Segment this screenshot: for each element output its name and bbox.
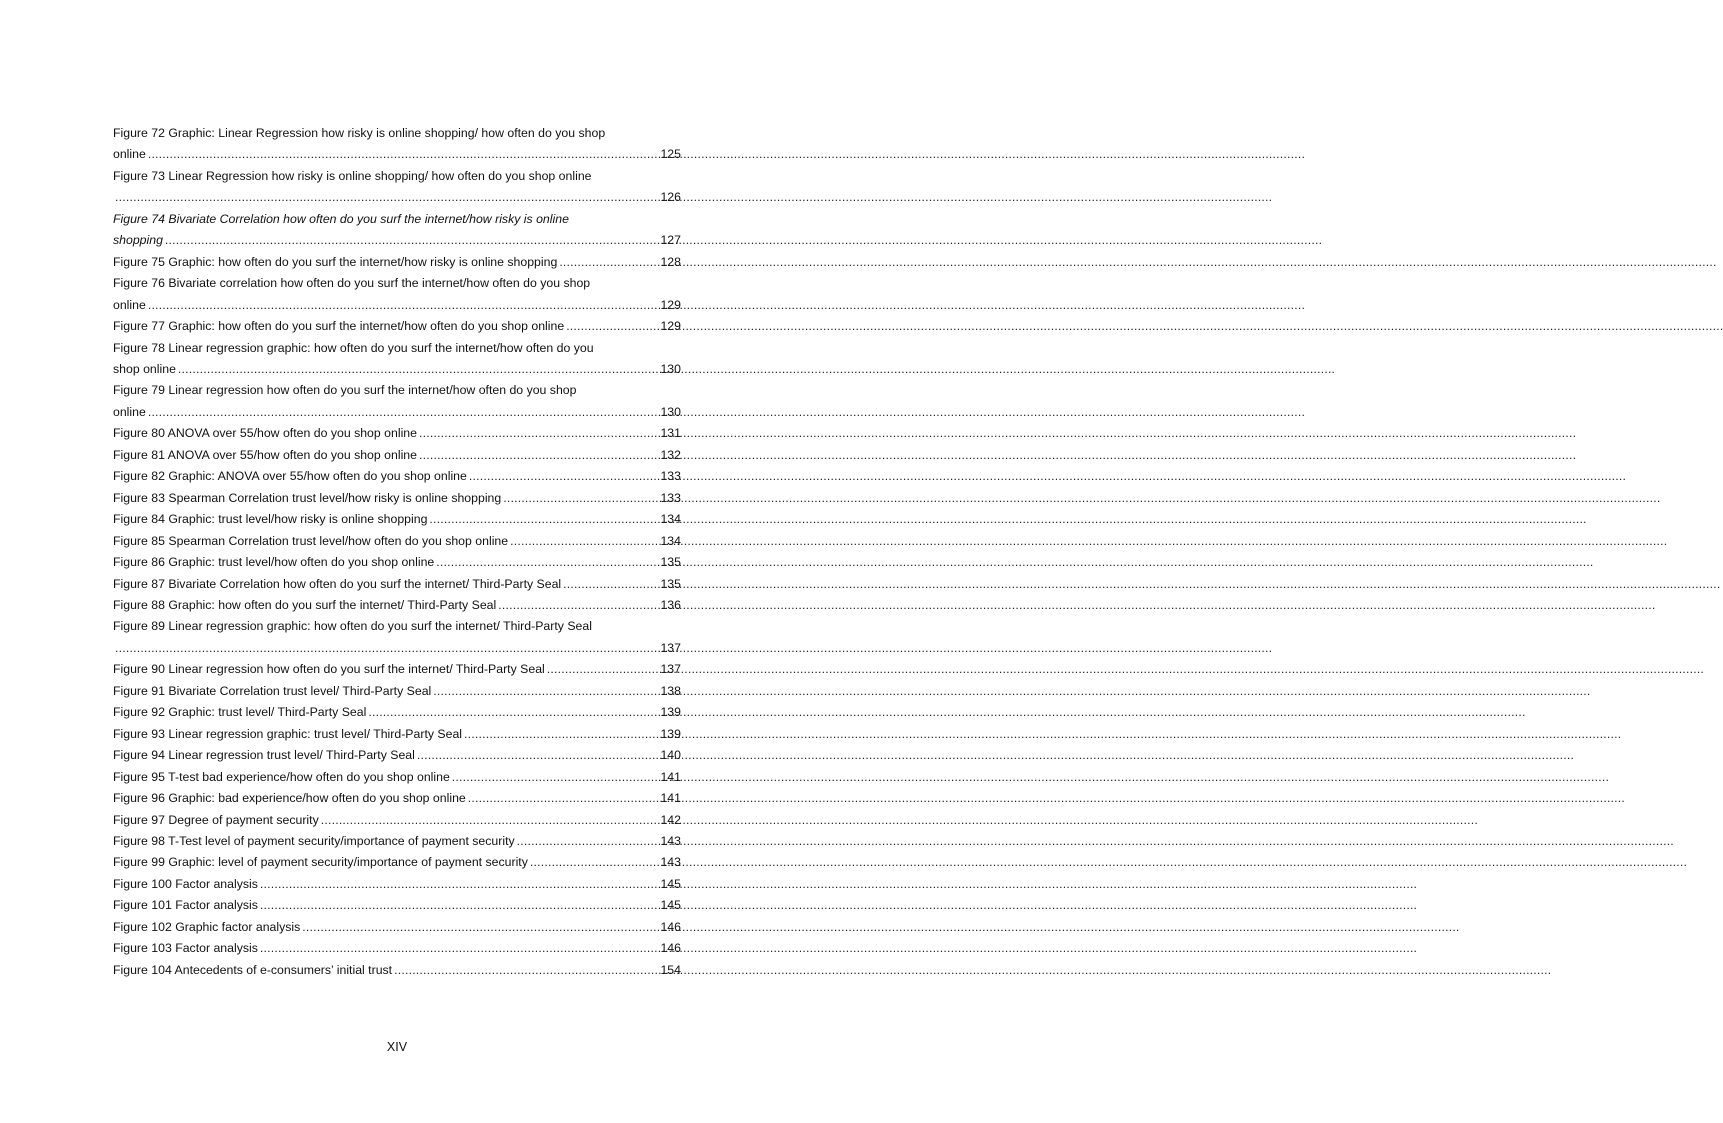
toc-entry[interactable] (113, 810, 681, 831)
dot-leader (419, 423, 658, 444)
toc-entry-page: 146 (660, 919, 681, 934)
toc-entry-line (113, 595, 681, 616)
toc-entry-line (113, 488, 681, 509)
toc-entry-page: 129 (660, 319, 681, 334)
toc-entry-page: 145 (660, 898, 681, 913)
toc-entry-title: Figure 79 Linear regression how often do you surf the internet/how often do you shop (113, 383, 577, 398)
toc-entry[interactable] (113, 595, 681, 616)
toc-entry[interactable] (113, 466, 681, 487)
toc-entry-line (113, 917, 681, 938)
toc-entry-page: 138 (660, 683, 681, 698)
toc-entry-text: Figure 87 Bivariate Correlation how often do you surf the internet/ Third-Party Seal (113, 576, 562, 591)
toc-entry-line (113, 531, 681, 552)
toc-entry-page: 128 (660, 254, 681, 269)
toc-entry-line (113, 187, 681, 208)
toc-entry-page: 126 (660, 190, 681, 205)
toc-entry-text: Figure 81 ANOVA over 55/how often do you shop online (113, 447, 417, 462)
toc-entry-page: 137 (660, 640, 681, 655)
toc-entry-line (113, 144, 681, 165)
dot-leader (468, 788, 659, 809)
toc-entry-line (113, 724, 681, 745)
toc-entry-line (113, 402, 681, 423)
dot-leader (260, 895, 659, 916)
toc-entry-page: 135 (660, 576, 681, 591)
toc-entry-page: 137 (660, 662, 681, 677)
toc-entry-title: Figure 76 Bivariate correlation how often do you surf the internet/how often do you shop (113, 276, 591, 291)
toc-entry[interactable] (113, 509, 681, 530)
toc-entry-page: 134 (660, 533, 681, 548)
toc-entry-page: 140 (660, 748, 681, 763)
toc-entry[interactable] (113, 252, 681, 273)
toc-entry-page: 134 (660, 512, 681, 527)
toc-entry[interactable] (113, 938, 681, 959)
toc-entry-page: 133 (660, 469, 681, 484)
toc-entry-line (113, 810, 681, 831)
toc-entry-page: 130 (660, 404, 681, 419)
dot-leader (510, 531, 658, 552)
toc-entry-page: 143 (660, 833, 681, 848)
toc-entry-line (113, 788, 681, 809)
toc-entry[interactable] (113, 917, 681, 938)
toc-entry-line (113, 295, 681, 316)
toc-entry-line (113, 831, 681, 852)
toc-entry-page: 135 (660, 555, 681, 570)
toc-entry-line (113, 423, 681, 444)
toc-entry-text: shopping (113, 233, 163, 248)
dot-leader (503, 488, 658, 509)
toc-entry-page: 142 (660, 812, 681, 827)
page-number: XIV (386, 1040, 408, 1054)
toc-entry-text: Figure 77 Graphic: how often do you surf the internet/how often do you shop online (113, 319, 565, 334)
toc-entry-text: Figure 88 Graphic: how often do you surf the internet/ Third-Party Seal (113, 597, 497, 612)
toc-entry-text: Figure 84 Graphic: trust level/how risky is online shopping (113, 512, 428, 527)
toc-entry-text: online (113, 147, 146, 162)
toc-entry[interactable] (113, 702, 681, 723)
toc-entry-title: Figure 89 Linear regression graphic: how often do you surf the internet/ Third-Party Seal (113, 619, 592, 634)
toc-entry[interactable] (113, 273, 681, 316)
dot-leader (148, 144, 659, 165)
toc-entry-text: Figure 104 Antecedents of e-consumers’ initial trust (113, 962, 393, 977)
toc-entry-text: Figure 103 Factor analysis (113, 941, 258, 956)
toc-entry-page: 130 (660, 361, 681, 376)
toc-entry[interactable] (113, 209, 681, 252)
toc-entry-text: Figure 93 Linear regression graphic: trust level/ Third-Party Seal (113, 726, 463, 741)
dot-leader (115, 187, 658, 208)
dot-leader (530, 852, 659, 873)
toc-entry-page: 154 (660, 962, 681, 977)
toc-entry[interactable] (113, 852, 681, 873)
dot-leader (436, 552, 658, 573)
toc-entry-line (113, 638, 681, 659)
toc-entry-text: Figure 102 Graphic factor analysis (113, 919, 301, 934)
toc-entry-text: Figure 92 Graphic: trust level/ Third-Party Seal (113, 705, 367, 720)
dot-leader (464, 724, 658, 745)
toc-entry[interactable] (113, 616, 681, 659)
toc-entry[interactable] (113, 123, 681, 166)
toc-entry-page: 141 (660, 791, 681, 806)
dot-leader (566, 316, 658, 337)
dot-leader (429, 509, 658, 530)
toc-entry-page: 141 (660, 769, 681, 784)
toc-entry[interactable] (113, 724, 681, 745)
toc-entry[interactable] (113, 380, 681, 423)
toc-entry-text: Figure 91 Bivariate Correlation trust level/ Third-Party Seal (113, 683, 432, 698)
dot-leader (433, 681, 658, 702)
toc-entry-text: Figure 86 Graphic: trust level/how often do you shop online (113, 555, 435, 570)
toc-entry[interactable] (113, 316, 681, 337)
toc-entry-text: online (113, 404, 146, 419)
toc-entry[interactable] (113, 659, 681, 680)
toc-entry-line (113, 852, 681, 873)
toc-entry[interactable] (113, 788, 681, 809)
toc-entry-text: Figure 75 Graphic: how often do you surf the internet/how risky is online shopping (113, 254, 558, 269)
toc-entry[interactable] (113, 960, 681, 981)
toc-entry[interactable] (113, 767, 681, 788)
toc-entry[interactable] (113, 574, 681, 595)
toc-entry[interactable] (113, 895, 681, 916)
dot-leader (417, 745, 659, 766)
toc-entry-text: online (113, 297, 146, 312)
toc-entry-page: 127 (660, 233, 681, 248)
dot-leader (498, 595, 658, 616)
toc-entry[interactable] (113, 531, 681, 552)
toc-entry-page: 146 (660, 941, 681, 956)
dot-leader (260, 938, 659, 959)
toc-entry-line (113, 466, 681, 487)
dot-leader (394, 960, 658, 981)
toc-entry[interactable] (113, 681, 681, 702)
toc-entry-page: 129 (660, 297, 681, 312)
dot-leader (165, 230, 659, 251)
toc-entry-text: Figure 96 Graphic: bad experience/how often do you shop online (113, 791, 466, 806)
dot-leader (148, 402, 659, 423)
toc-entry-line (113, 960, 681, 981)
dot-leader (321, 810, 659, 831)
dot-leader (517, 831, 659, 852)
toc-entry-line (113, 874, 681, 895)
toc-entry-page: 139 (660, 726, 681, 741)
toc-entry-text: Figure 94 Linear regression trust level/ Third-Party Seal (113, 748, 415, 763)
toc-entry-page: 131 (660, 426, 681, 441)
toc-entry-page: 133 (660, 490, 681, 505)
toc-entry-text: Figure 82 Graphic: ANOVA over 55/how often do you shop online (113, 469, 467, 484)
dot-leader (368, 702, 658, 723)
dot-leader (469, 466, 659, 487)
toc-entry-text: Figure 90 Linear regression how often do you surf the internet/ Third-Party Seal (113, 662, 545, 677)
toc-entry-title: Figure 78 Linear regression graphic: how often do you surf the internet/how often do you (113, 340, 594, 355)
toc-entry[interactable] (113, 166, 681, 209)
toc-entry-line (113, 767, 681, 788)
toc-entry-line (113, 509, 681, 530)
toc-entry-text: Figure 83 Spearman Correlation trust level/how risky is online shopping (113, 490, 502, 505)
toc-entry-line (113, 938, 681, 959)
toc-entry-text: shop online (113, 361, 176, 376)
toc-entry[interactable] (113, 745, 681, 766)
toc-entry[interactable] (113, 445, 681, 466)
toc-entry-line (113, 574, 681, 595)
dot-leader (419, 445, 658, 466)
toc-entry-line (113, 702, 681, 723)
toc-entry-line (113, 895, 681, 916)
toc-entry-line (113, 659, 681, 680)
toc-entry[interactable] (113, 423, 681, 444)
toc-entry-text: Figure 97 Degree of payment security (113, 812, 319, 827)
toc-entry[interactable] (113, 488, 681, 509)
dot-leader (302, 917, 658, 938)
toc-entry-title: Figure 74 Bivariate Correlation how often do you surf the internet/how risky is online (113, 211, 569, 226)
toc-entry[interactable] (113, 552, 681, 573)
dot-leader (452, 767, 659, 788)
toc-entry-line (113, 316, 681, 337)
toc-entry-page: 143 (660, 855, 681, 870)
dot-leader (148, 295, 659, 316)
dot-leader (547, 659, 659, 680)
toc-entry-line (113, 552, 681, 573)
list-of-figures (113, 123, 681, 981)
toc-entry-line (113, 445, 681, 466)
toc-entry-text: Figure 100 Factor analysis (113, 876, 258, 891)
toc-entry-page: 139 (660, 705, 681, 720)
dot-leader (115, 638, 658, 659)
toc-entry-page: 145 (660, 876, 681, 891)
toc-entry[interactable] (113, 831, 681, 852)
toc-entry-page: 132 (660, 447, 681, 462)
toc-entry-page: 136 (660, 597, 681, 612)
toc-entry-page: 125 (660, 147, 681, 162)
dot-leader (260, 874, 659, 895)
toc-entry-line (113, 252, 681, 273)
toc-entry-line (113, 230, 681, 251)
toc-entry-text: Figure 101 Factor analysis (113, 898, 258, 913)
dot-leader (559, 252, 658, 273)
toc-entry-line (113, 745, 681, 766)
toc-entry-text: Figure 99 Graphic: level of payment security/importance of payment security (113, 855, 528, 870)
toc-entry-text: Figure 85 Spearman Correlation trust level/how often do you shop online (113, 533, 509, 548)
dot-leader (178, 359, 659, 380)
toc-entry-text: Figure 80 ANOVA over 55/how often do you shop online (113, 426, 417, 441)
toc-entry-line (113, 359, 681, 380)
toc-entry[interactable] (113, 874, 681, 895)
toc-entry-text: Figure 95 T-test bad experience/how often do you shop online (113, 769, 450, 784)
toc-entry-title: Figure 73 Linear Regression how risky is online shopping/ how often do you shop online (113, 168, 592, 183)
toc-entry-title: Figure 72 Graphic: Linear Regression how risky is online shopping/ how often do you shop (113, 126, 606, 140)
toc-entry[interactable] (113, 338, 681, 381)
dot-leader (563, 574, 658, 595)
toc-entry-line (113, 681, 681, 702)
toc-entry-text: Figure 98 T-Test level of payment security/importance of payment security (113, 833, 515, 848)
